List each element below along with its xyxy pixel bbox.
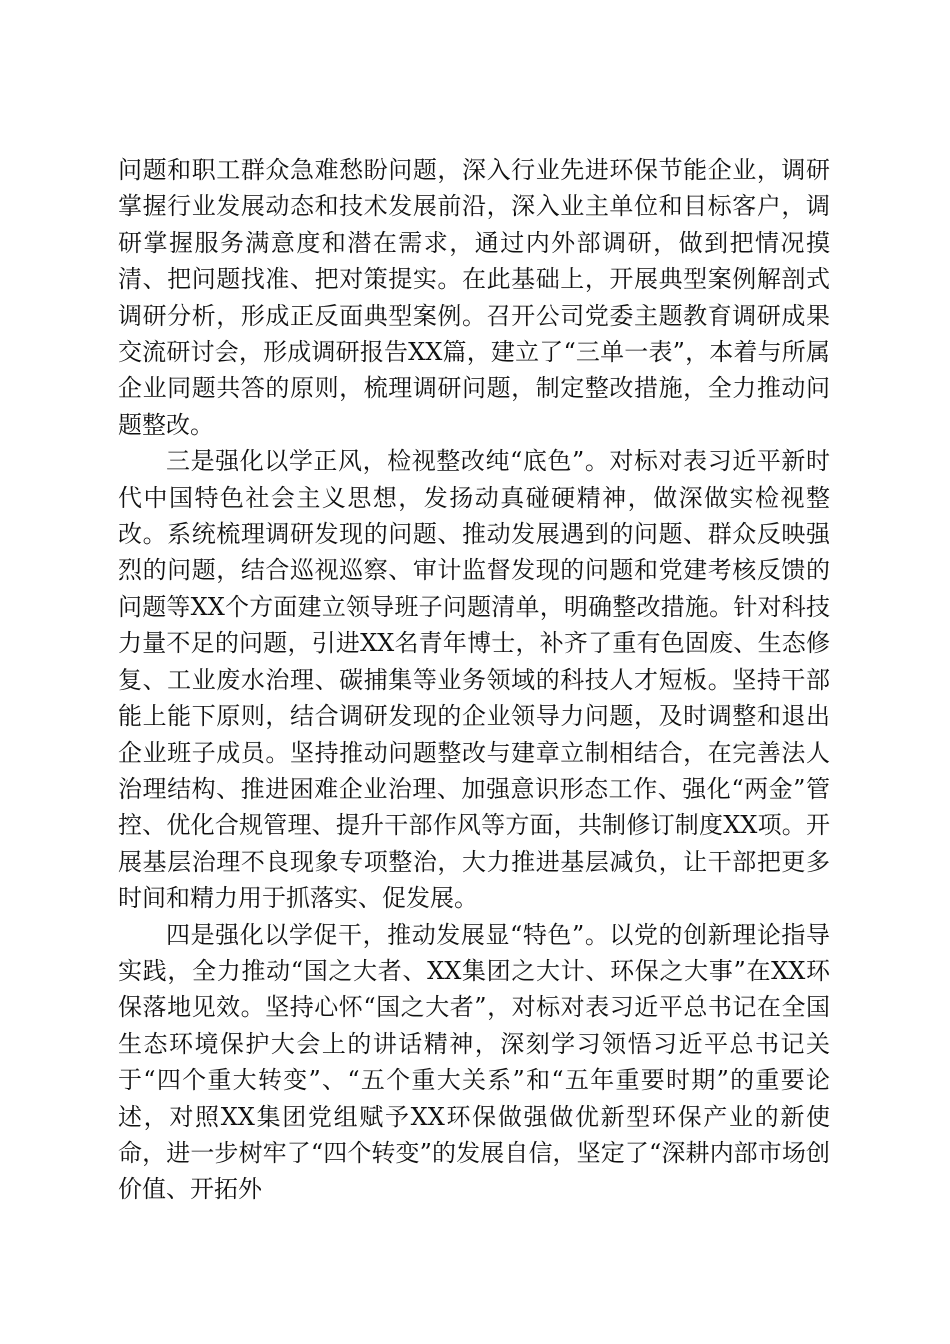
paragraph-section-three: 三是强化以学正风，检视整改纯“底色”。对标对表习近平新时代中国特色社会主义思想，发扬动真碰硬精神，做深做实检视整改。系统梳理调研发现的问题、推动发展遇到的问题、群众反映强烈的问题，结合巡视巡察、审计监督发现的问题和党建考核反馈的问题等XX个方面建立领导班子问题清单，明确整改措施。针对科技力量不足的问题，引进XX名青年博士，补齐了重有色固废、生态修复、工业废水治理、碳捕集等业务领域的科技人才短板。坚持干部能上能下原则，结合调研发现的企业领导力问题，及时调整和退出企业班子成员。坚持推动问题整改与建章立制相结合，在完善法人治理结构、推进困难企业治理、加强意识形态工作、强化“两金”管控、优化合规管理、提升干部作风等方面，共制修订制度XX项。开展基层治理不良现象专项整治，大力推进基层减负，让干部把更多时间和精力用于抓落实、促发展。 <box>118 447 830 913</box>
document-page <box>118 152 830 1208</box>
paragraph-continuation: 问题和职工群众急难愁盼问题，深入行业先进环保节能企业，调研掌握行业发展动态和技术发展前沿，深入业主单位和目标客户，调研掌握服务满意度和潜在需求，通过内外部调研，做到把情况摸清、把问题找准、把对策提实。在此基础上，开展典型案例解剖式调研分析，形成正反面典型案例。召开公司党委主题教育调研成果交流研讨会，形成调研报告XX篇，建立了“三单一表”，本着与所属企业同题共答的原则，梳理调研问题，制定整改措施，全力推动问题整改。 <box>118 156 830 439</box>
paragraph-section-four: 四是强化以学促干，推动发展显“特色”。以党的创新理论指导实践，全力推动“国之大者、XX集团之大计、环保之大事”在XX环保落地见效。坚持心怀“国之大者”，对标对表习近平总书记在全国生态环境保护大会上的讲话精神，深刻学习领悟习近平总书记关于“四个重大转变”、“五个重大关系”和“五年重要时期”的重要论述，对照XX集团党组赋予XX环保做强做优新型环保产业的新使命，进一步树牢了“四个转变”的发展自信，坚定了“深耕内部市场创价值、开拓外 <box>118 920 830 1204</box>
